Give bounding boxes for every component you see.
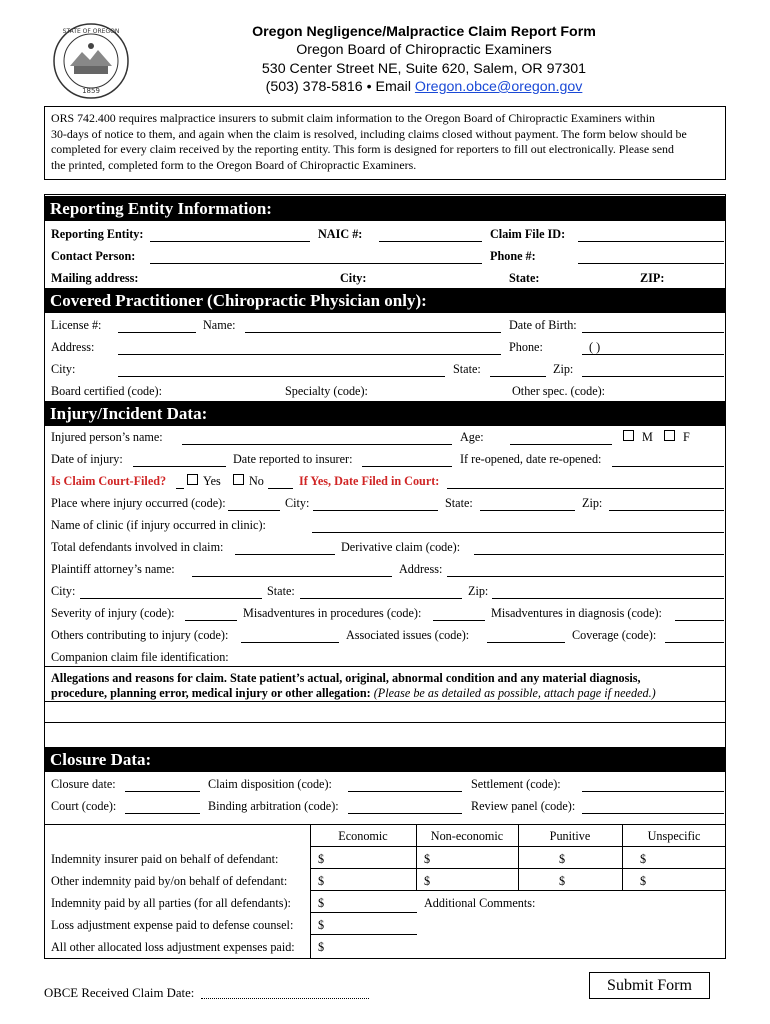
- label-derivative: Derivative claim (code):: [341, 540, 461, 554]
- label-license: License #:: [51, 318, 102, 332]
- label-zip: Zip:: [468, 584, 489, 598]
- license-field[interactable]: [118, 332, 196, 333]
- dollar-sign[interactable]: $: [640, 852, 647, 866]
- naic-field[interactable]: [379, 241, 482, 242]
- age-field[interactable]: [510, 444, 612, 445]
- attorney-field[interactable]: [192, 576, 392, 577]
- allegations-text: Allegations and reasons for claim. State patient’s actual, original, abnormal condition and any material diagnosis,: [51, 671, 641, 685]
- male-checkbox[interactable]: [623, 430, 634, 441]
- label-place: Place where injury occurred (code):: [51, 496, 226, 510]
- phone-paren: ( ): [589, 340, 601, 354]
- col-economic: Economic: [338, 829, 388, 843]
- dob-field[interactable]: [582, 332, 724, 333]
- label-zip: Zip:: [553, 362, 574, 376]
- label-review: Review panel (code):: [471, 799, 576, 813]
- allegations-text-2: procedure, planning error, medical injury or other allegation: (Please be as detailed as possible, attach page if needed.): [51, 686, 656, 700]
- label-injured-name: Injured person’s name:: [51, 430, 163, 444]
- label-closure-date: Closure date:: [51, 777, 116, 791]
- zip-field[interactable]: [582, 376, 724, 377]
- section-reporting-entity: Reporting Entity Information:: [44, 196, 726, 221]
- label-attorney: Plaintiff attorney’s name:: [51, 562, 175, 576]
- label-mis-diag: Misadventures in diagnosis (code):: [491, 606, 662, 620]
- divider: [44, 666, 726, 667]
- contact-field[interactable]: [150, 263, 482, 264]
- assoc-field[interactable]: [487, 642, 565, 643]
- label-companion: Companion claim file identification:: [51, 650, 229, 664]
- table-col-line: [310, 824, 311, 959]
- label-state: State:: [445, 496, 473, 510]
- received-date-field[interactable]: [201, 998, 369, 999]
- court-filed-yes-checkbox[interactable]: [187, 474, 198, 485]
- label-specialty: Specialty (code):: [285, 384, 368, 398]
- table-line: [310, 890, 726, 891]
- claim-file-field[interactable]: [578, 241, 724, 242]
- label-city: City:: [51, 584, 76, 598]
- severity-field[interactable]: [185, 620, 237, 621]
- label-court-filed: Is Claim Court-Filed?: [51, 474, 167, 488]
- label-assoc: Associated issues (code):: [346, 628, 470, 642]
- injury-state-field[interactable]: [480, 510, 575, 511]
- dollar-sign[interactable]: $: [318, 940, 325, 954]
- label-dob: Date of Birth:: [509, 318, 577, 332]
- dollar-sign[interactable]: $: [318, 852, 325, 866]
- intro-line: 30-days of notice to them, and again when the claim is resolved, including claims closed without payment. The form below should be: [51, 126, 687, 141]
- label-m: M: [642, 430, 653, 444]
- attorney-state-field[interactable]: [300, 598, 462, 599]
- label-additional-comments: Additional Comments:: [424, 896, 536, 910]
- section-injury: Injury/Incident Data:: [44, 401, 726, 426]
- attorney-address-field[interactable]: [447, 576, 724, 577]
- section-closure: Closure Data:: [44, 747, 726, 772]
- col-unspecific: Unspecific: [647, 829, 701, 843]
- practitioner-phone-field[interactable]: [582, 354, 724, 355]
- col-non-economic: Non-economic: [430, 829, 504, 843]
- label-clinic: Name of clinic (if injury occurred in clinic):: [51, 518, 266, 532]
- col-punitive: Punitive: [549, 829, 591, 843]
- dollar-sign[interactable]: $: [640, 874, 647, 888]
- label-coverage: Coverage (code):: [572, 628, 657, 642]
- label-state: State:: [509, 271, 540, 285]
- label-severity: Severity of injury (code):: [51, 606, 175, 620]
- label-zip: Zip:: [582, 496, 603, 510]
- label-court: Court (code):: [51, 799, 117, 813]
- label-yes: Yes: [203, 474, 221, 488]
- table-line: [310, 868, 726, 869]
- coverage-field[interactable]: [665, 642, 724, 643]
- seal-text: STATE OF OREGON: [62, 28, 120, 35]
- mis-proc-field[interactable]: [433, 620, 485, 621]
- section-practitioner: Covered Practitioner (Chiropractic Physician only):: [44, 288, 726, 313]
- table-line: [310, 934, 417, 935]
- intro-line: ORS 742.400 requires malpractice insurers to submit claim information to the Oregon Board of Chiropractic Examiners within: [51, 111, 655, 125]
- court-filed-trail: [268, 488, 293, 489]
- date-injury-field[interactable]: [133, 466, 226, 467]
- label-mailing: Mailing address:: [51, 271, 139, 285]
- label-reopened: If re-opened, date re-opened:: [460, 452, 602, 466]
- allegations-field-2[interactable]: [45, 723, 725, 747]
- dollar-sign[interactable]: $: [424, 874, 431, 888]
- court-filed-lead: [176, 488, 184, 489]
- settlement-field[interactable]: [582, 791, 724, 792]
- closure-date-field[interactable]: [125, 791, 200, 792]
- table-top: [44, 824, 726, 825]
- label-contact: Contact Person:: [51, 249, 136, 263]
- label-city: City:: [340, 271, 367, 285]
- label-address: Address:: [51, 340, 95, 354]
- injury-zip-field[interactable]: [609, 510, 724, 511]
- others-field[interactable]: [241, 642, 339, 643]
- row-label: Indemnity paid by all parties (for all defendants):: [51, 896, 291, 910]
- label-date-injury: Date of injury:: [51, 452, 123, 466]
- label-arbitration: Binding arbitration (code):: [208, 799, 339, 813]
- allegations-field-1[interactable]: [45, 702, 725, 722]
- attorney-city-field[interactable]: [80, 598, 262, 599]
- attorney-zip-field[interactable]: [492, 598, 724, 599]
- label-phone: Phone #:: [490, 249, 536, 263]
- label-board: Board certified (code):: [51, 384, 162, 398]
- seal-year: 1859: [82, 87, 100, 95]
- date-filed-field[interactable]: [447, 488, 724, 489]
- arbitration-field[interactable]: [348, 813, 462, 814]
- label-address: Address:: [399, 562, 443, 576]
- phone-field[interactable]: [578, 263, 724, 264]
- label-settlement: Settlement (code):: [471, 777, 561, 791]
- board-name: Oregon Board of Chiropractic Examiners: [296, 42, 552, 58]
- dollar-sign[interactable]: $: [318, 874, 325, 888]
- submit-form-button[interactable]: Submit Form: [589, 972, 710, 999]
- label-naic: NAIC #:: [318, 227, 363, 241]
- dollar-sign[interactable]: $: [559, 874, 566, 888]
- label-city: City:: [285, 496, 310, 510]
- label-zip: ZIP:: [640, 271, 665, 285]
- city-field[interactable]: [118, 376, 445, 377]
- row-label: All other allocated loss adjustment expenses paid:: [51, 940, 295, 954]
- label-state: State:: [453, 362, 481, 376]
- place-field[interactable]: [228, 510, 280, 511]
- intro-line: completed for every claim received by the reporting entity. This form is designed for reporters to fill out electronically. Please send: [51, 142, 674, 157]
- label-phone: Phone:: [509, 340, 543, 354]
- label-f: F: [683, 430, 690, 444]
- dollar-sign[interactable]: $: [424, 852, 431, 866]
- reopened-field[interactable]: [612, 466, 724, 467]
- dollar-sign[interactable]: $: [318, 918, 325, 932]
- label-city: City:: [51, 362, 76, 376]
- contact-line: (503) 378-5816 • Email Oregon.obce@oregon.gov: [265, 79, 583, 95]
- label-others: Others contributing to injury (code):: [51, 628, 229, 642]
- clinic-field[interactable]: [312, 532, 724, 533]
- row-label: Other indemnity paid by/on behalf of defendant:: [51, 874, 288, 888]
- derivative-field[interactable]: [474, 554, 724, 555]
- female-checkbox[interactable]: [664, 430, 675, 441]
- disposition-field[interactable]: [348, 791, 462, 792]
- label-date-filed: If Yes, Date Filed in Court:: [299, 474, 440, 488]
- table-line: [310, 846, 726, 847]
- label-other-spec: Other spec. (code):: [512, 384, 606, 398]
- board-address: 530 Center Street NE, Suite 620, Salem, OR 97301: [261, 61, 587, 77]
- label-no: No: [249, 474, 264, 488]
- row-label: Indemnity insurer paid on behalf of defendant:: [51, 852, 279, 866]
- injured-name-field[interactable]: [182, 444, 452, 445]
- label-received-date: OBCE Received Claim Date:: [44, 986, 195, 1000]
- oregon-state-seal: [52, 22, 130, 100]
- label-name: Name:: [203, 318, 236, 332]
- label-reporting-entity: Reporting Entity:: [51, 227, 144, 241]
- address-field[interactable]: [118, 354, 501, 355]
- date-reported-field[interactable]: [362, 466, 452, 467]
- reporting-entity-field[interactable]: [150, 241, 310, 242]
- dollar-sign[interactable]: $: [559, 852, 566, 866]
- name-field[interactable]: [245, 332, 501, 333]
- label-claim-file: Claim File ID:: [490, 227, 566, 241]
- row-label: Loss adjustment expense paid to defense counsel:: [51, 918, 294, 932]
- mis-diag-field[interactable]: [675, 620, 724, 621]
- dollar-sign[interactable]: $: [318, 896, 325, 910]
- form-title: Oregon Negligence/Malpractice Claim Report Form: [252, 24, 596, 40]
- label-date-reported: Date reported to insurer:: [233, 452, 353, 466]
- label-defendants: Total defendants involved in claim:: [51, 540, 224, 554]
- intro-box: [44, 106, 726, 180]
- table-line: [310, 912, 417, 913]
- intro-line: the printed, completed form to the Oregon Board of Chiropractic Examiners.: [51, 157, 417, 172]
- label-state: State:: [267, 584, 295, 598]
- injury-city-field[interactable]: [313, 510, 438, 511]
- label-disposition: Claim disposition (code):: [208, 777, 332, 791]
- state-field[interactable]: [490, 376, 546, 377]
- court-filed-no-checkbox[interactable]: [233, 474, 244, 485]
- label-mis-proc: Misadventures in procedures (code):: [243, 606, 422, 620]
- defendants-field[interactable]: [235, 554, 335, 555]
- court-field[interactable]: [125, 813, 200, 814]
- label-age: Age:: [460, 430, 484, 444]
- email-link[interactable]: Oregon.obce@oregon.gov: [414, 79, 583, 95]
- review-field[interactable]: [582, 813, 724, 814]
